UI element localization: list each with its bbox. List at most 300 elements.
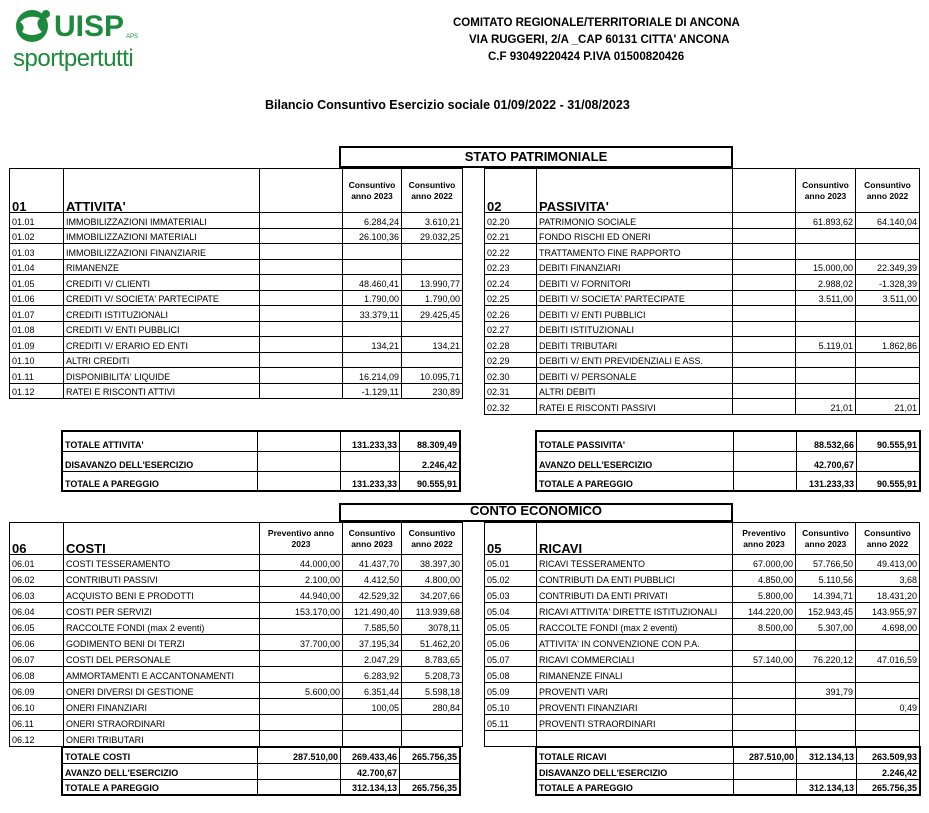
spacer-cell [733, 275, 796, 291]
row-value-2023 [796, 667, 856, 683]
row-label: FONDO RISCHI ED ONERI [537, 229, 733, 245]
table-row [485, 587, 920, 603]
row-value-2022: 5.598,18 [402, 683, 463, 699]
spacer-cell [260, 291, 343, 307]
spacer-cell [733, 368, 796, 384]
table-header-row [10, 523, 463, 555]
row-label: CONTRIBUTI DA ENTI PUBBLICI [537, 571, 733, 587]
row-code: 02.24 [485, 275, 537, 291]
spacer-cell [260, 213, 343, 229]
table-row [485, 699, 920, 715]
table-row [10, 337, 463, 353]
row-label: RACCOLTE FONDI (max 2 eventi) [64, 619, 260, 635]
table-row [10, 555, 463, 571]
row-value-preventivo [733, 683, 796, 699]
row-label: ONERI DIVERSI DI GESTIONE [64, 683, 260, 699]
costi-table [9, 522, 463, 747]
row-value-2022: 4.800,00 [402, 571, 463, 587]
row-value-preventivo: 153.170,00 [260, 603, 343, 619]
row-label: ATTIVITA' IN CONVENZIONE CON P.A. [537, 635, 733, 651]
row-code: 01.07 [10, 306, 64, 322]
row-value-2022 [856, 384, 920, 400]
row-label: PROVENTI VARI [537, 683, 733, 699]
row-code: 05.11 [485, 715, 537, 731]
row-code: 05.10 [485, 699, 537, 715]
row-label: RACCOLTE FONDI (max 2 eventi) [537, 619, 733, 635]
total-label: AVANZO DELL'ESERCIZIO [63, 764, 258, 780]
row-value-2022: 3,68 [856, 571, 920, 587]
total-label: TOTALE A PAREGGIO [537, 780, 734, 796]
row-value-2022: 34.207,66 [402, 587, 463, 603]
col-header-preventivo: Preventivo anno 2023 [733, 523, 796, 555]
row-value-preventivo: 144.220,00 [733, 603, 796, 619]
row-value-2022: 280,84 [402, 699, 463, 715]
total-label: DISAVANZO DELL'ESERCIZIO [537, 764, 734, 780]
row-code: 06.09 [10, 683, 64, 699]
row-value-2022: 1.790,00 [402, 291, 463, 307]
row-value-2022 [856, 635, 920, 651]
total-row [63, 748, 461, 764]
table-row [10, 384, 463, 400]
row-value-2023: 42.529,32 [343, 587, 402, 603]
row-value-2023 [343, 322, 402, 338]
spacer-cell [260, 260, 343, 276]
row-code: 01.05 [10, 275, 64, 291]
row-code: 06.11 [10, 715, 64, 731]
total-label: TOTALE ATTIVITA' [63, 432, 258, 452]
row-label: ONERI STRAORDINARI [64, 715, 260, 731]
row-value-2022 [856, 244, 920, 260]
row-label: ONERI FINANZIARI [64, 699, 260, 715]
row-label: PATRIMONIO SOCIALE [537, 213, 733, 229]
row-code: 01.11 [10, 368, 64, 384]
row-code: 02.26 [485, 306, 537, 322]
row-code: 05.03 [485, 587, 537, 603]
spacer-cell [733, 244, 796, 260]
row-value-preventivo: 5.800,00 [733, 587, 796, 603]
col-header-2023: Consuntivo anno 2023 [796, 523, 856, 555]
total-label: TOTALE A PAREGGIO [537, 472, 734, 492]
row-value-2022: -1.328,39 [856, 275, 920, 291]
table-row [10, 368, 463, 384]
row-value-2022 [856, 667, 920, 683]
row-code: 01.01 [10, 213, 64, 229]
row-value-preventivo: 44.940,00 [260, 587, 343, 603]
row-value-2022 [856, 229, 920, 245]
row-label: CREDITI V/ SOCIETA' PARTECIPATE [64, 291, 260, 307]
table-row [485, 213, 920, 229]
row-code: 06.02 [10, 571, 64, 587]
row-value-2022: 13.990,77 [402, 275, 463, 291]
row-code: 06.06 [10, 635, 64, 651]
spacer-cell [260, 384, 343, 400]
row-label: IMMOBILIZZAZIONI IMMATERIALI [64, 213, 260, 229]
ricavi-totals [535, 746, 921, 796]
table-row [10, 275, 463, 291]
col-header-2022: Consuntivo anno 2022 [402, 523, 463, 555]
row-label: DEBITI TRIBUTARI [537, 337, 733, 353]
spacer-cell [734, 452, 797, 472]
empty-cell [537, 731, 733, 747]
table-row [10, 667, 463, 683]
table-row [10, 244, 463, 260]
row-value-2023 [343, 715, 402, 731]
row-label: RIMANENZE [64, 260, 260, 276]
table-row [10, 571, 463, 587]
row-label: DISPONIBILITA' LIQUIDE [64, 368, 260, 384]
row-code: 06.08 [10, 667, 64, 683]
section-label: PASSIVITA' [537, 169, 733, 213]
row-label: RICAVI ATTIVITA' DIRETTE ISTITUZIONALI [537, 603, 733, 619]
row-label: DEBITI FINANZIARI [537, 260, 733, 276]
table-row [10, 260, 463, 276]
total-value-2023 [341, 452, 400, 472]
header-line-3: C.F 93049220424 P.IVA 01500820426 [488, 51, 685, 63]
document-title: Bilancio Consuntivo Esercizio sociale 01/09/2022 - 31/08/2023 [265, 98, 630, 112]
row-code: 05.06 [485, 635, 537, 651]
row-label: DEBITI V/ ENTI PREVIDENZIALI E ASS. [537, 353, 733, 369]
table-row [10, 603, 463, 619]
row-code: 06.07 [10, 651, 64, 667]
row-label: CREDITI V/ ERARIO ED ENTI [64, 337, 260, 353]
row-value-preventivo [260, 651, 343, 667]
row-value-2022: 64.140,04 [856, 213, 920, 229]
passivita-totals [535, 430, 921, 492]
total-value-2022 [400, 764, 461, 780]
row-value-2023 [796, 322, 856, 338]
row-value-2022 [856, 368, 920, 384]
row-code: 05.09 [485, 683, 537, 699]
table-row [485, 353, 920, 369]
row-code: 02.21 [485, 229, 537, 245]
row-value-2023: 57.766,50 [796, 555, 856, 571]
total-value-2022: 90.555,91 [857, 432, 921, 452]
total-label: DISAVANZO DELL'ESERCIZIO [63, 452, 258, 472]
total-value-2022: 90.555,91 [400, 472, 461, 492]
spacer-cell [733, 260, 796, 276]
row-value-2022: 4.698,00 [856, 619, 920, 635]
row-value-2022 [402, 244, 463, 260]
table-header-row [485, 169, 920, 213]
col-header-2022: Consuntivo anno 2022 [402, 169, 463, 213]
row-value-2023: 1.790,00 [343, 291, 402, 307]
spacer-cell [260, 306, 343, 322]
table-header-row [485, 523, 920, 555]
table-row [485, 368, 920, 384]
row-code: 06.12 [10, 731, 64, 747]
row-label: DEBITI ISTITUZIONALI [537, 322, 733, 338]
section-code: 02 [485, 169, 537, 213]
row-value-2023 [796, 384, 856, 400]
table-row [10, 715, 463, 731]
spacer-cell [734, 472, 797, 492]
table-row-empty [485, 731, 920, 747]
total-value-2023: 312.134,13 [341, 780, 400, 796]
row-label: IMMOBILIZZAZIONI FINANZIARIE [64, 244, 260, 260]
row-value-2023: 2.047,29 [343, 651, 402, 667]
row-code: 02.22 [485, 244, 537, 260]
row-value-2022 [402, 353, 463, 369]
row-value-2022 [402, 715, 463, 731]
row-value-2022: 3.511,00 [856, 291, 920, 307]
passivita-table [484, 168, 920, 415]
row-label: COSTI PER SERVIZI [64, 603, 260, 619]
row-label: COSTI DEL PERSONALE [64, 651, 260, 667]
empty-cell [856, 731, 920, 747]
table-row [10, 291, 463, 307]
section-label: RICAVI [537, 523, 733, 555]
spacer-cell [733, 322, 796, 338]
row-code: 02.27 [485, 322, 537, 338]
row-code: 02.30 [485, 368, 537, 384]
total-value-2023: 131.233,33 [797, 472, 857, 492]
row-value-2023: 5.119,01 [796, 337, 856, 353]
row-value-2023: 7.585,50 [343, 619, 402, 635]
total-value-2022 [857, 452, 921, 472]
total-label: TOTALE COSTI [63, 748, 258, 764]
row-code: 05.07 [485, 651, 537, 667]
costi-totals [61, 746, 461, 796]
row-value-2022: 8.783,65 [402, 651, 463, 667]
row-value-2023 [796, 353, 856, 369]
row-value-2023: 5.307,00 [796, 619, 856, 635]
row-value-2023: 48.460,41 [343, 275, 402, 291]
total-value-preventivo: 287.510,00 [258, 748, 341, 764]
row-value-2023 [796, 229, 856, 245]
row-value-2022: 3078,11 [402, 619, 463, 635]
spacer-cell [260, 322, 343, 338]
table-row [485, 715, 920, 731]
row-value-2023: 134,21 [343, 337, 402, 353]
row-value-2023: 15.000,00 [796, 260, 856, 276]
total-label: TOTALE A PAREGGIO [63, 780, 258, 796]
row-label: TRATTAMENTO FINE RAPPORTO [537, 244, 733, 260]
spacer-cell [260, 368, 343, 384]
row-value-2023: 3.511,00 [796, 291, 856, 307]
row-value-2023: 37.195,34 [343, 635, 402, 651]
row-value-2023 [796, 306, 856, 322]
row-value-2022 [402, 260, 463, 276]
row-code: 02.31 [485, 384, 537, 400]
row-value-preventivo: 44.000,00 [260, 555, 343, 571]
row-value-2022: 143.955,97 [856, 603, 920, 619]
total-row [63, 780, 461, 796]
table-row [10, 213, 463, 229]
table-row [10, 322, 463, 338]
row-code: 01.04 [10, 260, 64, 276]
col-header-2022: Consuntivo anno 2022 [856, 523, 920, 555]
row-code: 01.09 [10, 337, 64, 353]
row-label: CONTRIBUTI DA ENTI PRIVATI [537, 587, 733, 603]
table-row [10, 306, 463, 322]
spacer-cell [258, 432, 341, 452]
row-value-2023: -1.129,11 [343, 384, 402, 400]
row-value-preventivo [733, 635, 796, 651]
row-value-2022: 1.862,86 [856, 337, 920, 353]
row-value-preventivo: 67.000,00 [733, 555, 796, 571]
row-value-2023 [343, 353, 402, 369]
col-header-2022: Consuntivo anno 2022 [856, 169, 920, 213]
row-label: DEBITI V/ ENTI PUBBLICI [537, 306, 733, 322]
spacer-cell [733, 169, 796, 213]
row-label: PROVENTI FINANZIARI [537, 699, 733, 715]
total-value-2022: 88.309,49 [400, 432, 461, 452]
row-code: 06.05 [10, 619, 64, 635]
row-value-preventivo [260, 699, 343, 715]
row-code: 02.29 [485, 353, 537, 369]
row-label: ALTRI CREDITI [64, 353, 260, 369]
row-label: CONTRIBUTI PASSIVI [64, 571, 260, 587]
row-label: RIMANENZE FINALI [537, 667, 733, 683]
total-value-2023: 88.532,66 [797, 432, 857, 452]
spacer-cell [260, 244, 343, 260]
row-label: IMMOBILIZZAZIONI MATERIALI [64, 229, 260, 245]
table-row [485, 384, 920, 400]
row-value-preventivo: 8.500,00 [733, 619, 796, 635]
globe-runner-icon [12, 8, 56, 44]
row-value-2023: 16.214,09 [343, 368, 402, 384]
table-row [485, 306, 920, 322]
row-code: 01.12 [10, 384, 64, 400]
total-value-preventivo [734, 764, 797, 780]
row-value-2023: 2.988,02 [796, 275, 856, 291]
total-label: AVANZO DELL'ESERCIZIO [537, 452, 734, 472]
row-value-2023 [796, 635, 856, 651]
total-value-preventivo [734, 780, 797, 796]
section-code: 06 [10, 523, 64, 555]
logo-mark: APS [126, 34, 139, 40]
row-label: DEBITI V/ FORNITORI [537, 275, 733, 291]
spacer-cell [734, 432, 797, 452]
row-value-2022 [856, 322, 920, 338]
row-label: RICAVI TESSERAMENTO [537, 555, 733, 571]
row-value-2022 [856, 353, 920, 369]
row-value-preventivo: 37.700,00 [260, 635, 343, 651]
total-row [537, 748, 921, 764]
table-row [485, 571, 920, 587]
row-value-2023: 5.110,56 [796, 571, 856, 587]
table-row [10, 651, 463, 667]
section-code: 01 [10, 169, 64, 213]
stato-patrimoniale-title: STATO PATRIMONIALE [339, 146, 733, 168]
spacer-cell [733, 291, 796, 307]
row-label: CREDITI V/ ENTI PUBBLICI [64, 322, 260, 338]
total-value-2023: 312.134,13 [797, 780, 857, 796]
total-row [63, 764, 461, 780]
total-value-2023: 42.700,67 [797, 452, 857, 472]
row-value-2023: 76.220,12 [796, 651, 856, 667]
col-header-2023: Consuntivo anno 2023 [343, 523, 402, 555]
row-value-2022: 3.610,21 [402, 213, 463, 229]
row-value-preventivo [733, 715, 796, 731]
row-code: 05.01 [485, 555, 537, 571]
row-value-preventivo: 4.850,00 [733, 571, 796, 587]
empty-cell [733, 731, 796, 747]
row-value-2022: 5.208,73 [402, 667, 463, 683]
row-code: 02.32 [485, 399, 537, 415]
row-value-2023: 100,05 [343, 699, 402, 715]
attivita-table [9, 168, 463, 399]
row-label: DEBITI V/ PERSONALE [537, 368, 733, 384]
row-code: 02.20 [485, 213, 537, 229]
section-label: COSTI [64, 523, 260, 555]
total-value-2023: 269.433,46 [341, 748, 400, 764]
row-value-preventivo [733, 699, 796, 715]
total-value-2023: 131.233,33 [341, 432, 400, 452]
row-value-preventivo [733, 667, 796, 683]
spacer-cell [260, 337, 343, 353]
col-header-preventivo: Preventivo anno 2023 [260, 523, 343, 555]
row-value-2023 [796, 368, 856, 384]
spacer-cell [733, 306, 796, 322]
row-label: ONERI TRIBUTARI [64, 731, 260, 747]
table-row [10, 699, 463, 715]
table-row [485, 229, 920, 245]
col-header-2023: Consuntivo anno 2023 [796, 169, 856, 213]
conto-economico-title: CONTO ECONOMICO [339, 503, 733, 522]
table-row [485, 683, 920, 699]
total-label: TOTALE RICAVI [537, 748, 734, 764]
row-label: RATEI E RISCONTI ATTIVI [64, 384, 260, 400]
total-value-2022: 265.756,35 [400, 748, 461, 764]
table-row [485, 291, 920, 307]
row-code: 05.04 [485, 603, 537, 619]
row-code: 06.01 [10, 555, 64, 571]
row-label: AMMORTAMENTI E ACCANTONAMENTI [64, 667, 260, 683]
row-value-2023 [343, 260, 402, 276]
total-row [537, 780, 921, 796]
row-value-2023: 4.412,50 [343, 571, 402, 587]
total-row [537, 764, 921, 780]
row-value-2023: 21,01 [796, 399, 856, 415]
row-value-2022: 38.397,30 [402, 555, 463, 571]
row-code: 05.05 [485, 619, 537, 635]
row-value-2022 [402, 731, 463, 747]
row-label: ALTRI DEBITI [537, 384, 733, 400]
table-row [485, 244, 920, 260]
row-code: 06.03 [10, 587, 64, 603]
row-label: RICAVI COMMERCIALI [537, 651, 733, 667]
total-value-preventivo [258, 764, 341, 780]
row-value-2022: 0,49 [856, 699, 920, 715]
row-value-2023 [343, 731, 402, 747]
row-value-2023: 33.379,11 [343, 306, 402, 322]
table-row [10, 635, 463, 651]
row-value-2022: 113.939,68 [402, 603, 463, 619]
table-row [10, 619, 463, 635]
row-value-preventivo: 57.140,00 [733, 651, 796, 667]
row-value-2023: 61.893,62 [796, 213, 856, 229]
row-value-2023: 14.394,71 [796, 587, 856, 603]
row-value-2022: 47.016,59 [856, 651, 920, 667]
total-value-2022: 265.756,35 [400, 780, 461, 796]
table-row [485, 603, 920, 619]
logo-brand: UISP [54, 10, 125, 43]
row-value-2022 [856, 715, 920, 731]
table-header-row [10, 169, 463, 213]
spacer-cell [258, 452, 341, 472]
row-value-2023: 41.437,70 [343, 555, 402, 571]
spacer-cell [733, 353, 796, 369]
row-value-2023 [796, 699, 856, 715]
row-label: CREDITI ISTITUZIONALI [64, 306, 260, 322]
row-value-preventivo [260, 731, 343, 747]
row-code: 01.03 [10, 244, 64, 260]
spacer-cell [260, 275, 343, 291]
total-row [63, 452, 461, 472]
table-row [485, 651, 920, 667]
row-code: 01.06 [10, 291, 64, 307]
